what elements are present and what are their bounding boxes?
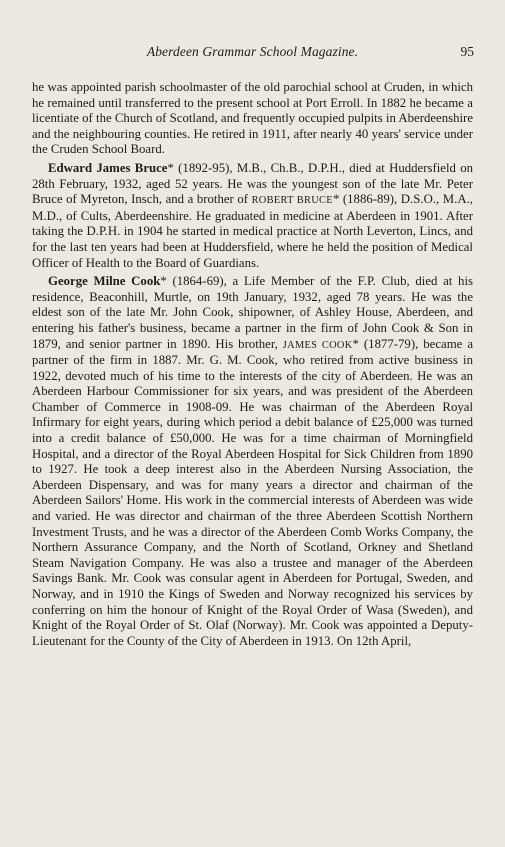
obituary-name: George Milne Cook: [48, 274, 161, 289]
relative-name: JAMES COOK: [282, 339, 353, 351]
running-title: Aberdeen Grammar School Magazine.: [146, 44, 359, 59]
obituary-text: * (1877-79), became a partner of the firm in 1887. Mr. G. M. Cook, who retired from active business in 1922, devoted much of his time to the interests of the city of Aberdeen. He was an Aberdeen Harbour Commissioner for six years, and was president of the Aberdeen Chamber of Commerce in 1908-09. He was chairman of the Aberdeen Royal Infirmary for eight years, during which period a debit balance of £25,000 was turned into a credit balance of £50,000. He was for a time chairman of Morningfield Hospital, and a director of the Royal Aberdeen Hospital for Sick Children from 1890 to 1927. He took a deep interest also in the Aberdeen Nursing Association, the Aberdeen Dispensary, and was for many years a director and chairman of the Aberdeen Sailors' Home. His work in the commercial interests of Aberdeen was wide and varied. He was director and chairman of the three Aberdeen Scottish Northern Investment Trusts, and he was a director of the Aberdeen Comb Works Company, the Northern Assurance Company, and the North of Scotland, Orkney and Shetland Steam Navigation Company. He was also a trustee and manager of the Aberdeen Savings Bank. Mr. Cook was consular agent in Aberdeen for Portugal, Sweden, and Norway, and in 1910 the Kings of Sweden and Norway recognized his services by conferring on him the honour of Knight of the Royal Order of Wasa (Sweden), and Knight of the Royal Order of St. Olaf (Norway). Mr. Cook was appointed a Deputy-Lieutenant for the County of the City of Aberdeen in 1913. On 12th April,: [32, 336, 473, 648]
page-number: 95: [460, 44, 474, 59]
obituary-entry-bruce: [32, 161, 473, 271]
relative-name: ROBERT BRUCE: [251, 195, 333, 207]
obituary-entry-cook: [32, 274, 473, 649]
obituary-name: Edward James Bruce: [48, 160, 168, 175]
obituary-text: * (1864-69), a Life Member of the F.P. Club, died at his residence, Beaconhill, Murtle, on 19th January, 1932, aged 78 years. He was the eldest son of the late Mr. John Cook, shipowner, of Ashley House, Aberdeen, and entering his father's business, became a partner in the firm of John Cook & Son in 1879, and senior partner in 1890. His brother,: [32, 274, 473, 351]
obituary-text: * (1892-95), M.B., Ch.B., D.P.H., died at Huddersfield on 28th February, 1932, aged 52 years. He was the youngest son of the late Mr. Peter Bruce of Myreton, Insch, and a brother of: [32, 160, 474, 207]
continuation-paragraph: he was appointed parish schoolmaster of the old parochial school at Cruden, in which he remained until transferred to the present school at Port Erroll. In 1882 he became a licentiate of the Church of Scotland, and frequently occupied pulpits in Aberdeenshire and the neighbouring counties. He retired in 1911, after nearly 40 years' service under the Cruden School Board.: [32, 80, 473, 157]
obituary-text: * (1886-89), D.S.O., M.A., M.D., of Cults, Aberdeenshire. He graduated in medicine at Aberdeen in 1901. After taking the D.P.H. in 1904 he started in medical practice at North Leverton, Lincs, and for the last ten years had been at Huddersfield, where he held the position of Medical Officer of Health to the Board of Guardians.: [32, 192, 473, 270]
body-text: [32, 80, 473, 649]
